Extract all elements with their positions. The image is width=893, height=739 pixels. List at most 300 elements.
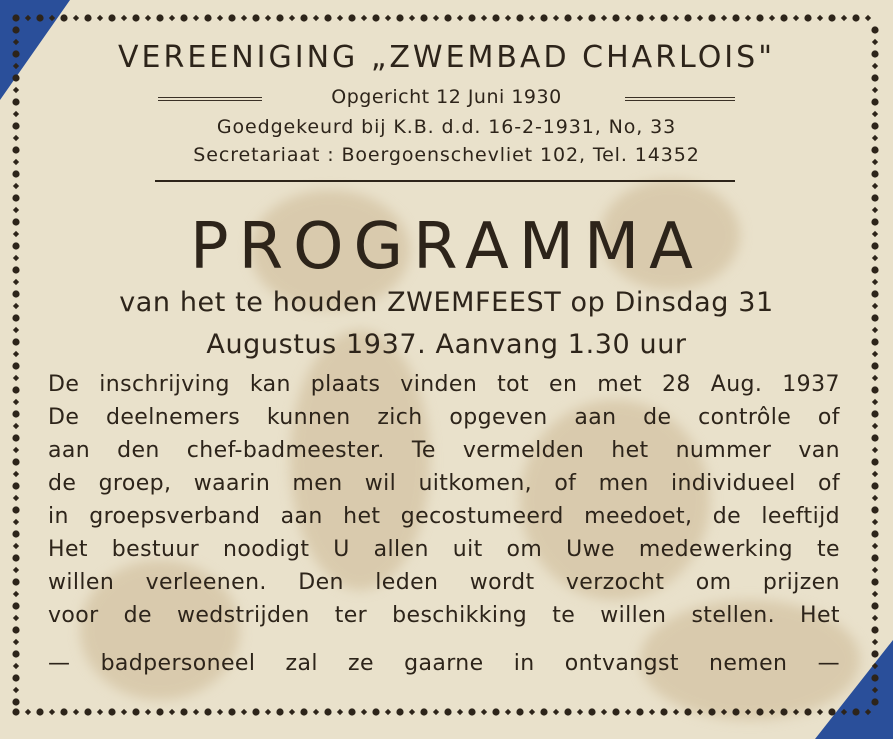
body-word: tot: [497, 372, 530, 397]
border-ornament: [588, 14, 595, 21]
border-ornament: [492, 14, 499, 21]
border-ornament: [553, 15, 559, 21]
body-word: leeftijd: [761, 504, 840, 529]
body-word: aan: [48, 438, 91, 463]
body-word: de: [48, 471, 77, 496]
border-ornament: [871, 482, 878, 489]
border-ornament: [12, 74, 19, 81]
border-ornament: [871, 410, 878, 417]
body-word: gaarne: [404, 651, 484, 676]
body-word: leden: [375, 570, 439, 595]
body-word: in: [48, 504, 69, 529]
border-ornament: [13, 495, 19, 501]
body-word: van: [798, 438, 840, 463]
border-ornament: [396, 14, 403, 21]
border-ornament: [324, 14, 331, 21]
border-ornament: [872, 615, 878, 621]
body-word: —: [48, 651, 71, 676]
body-word: willen: [48, 570, 115, 595]
border-ornament: [625, 15, 631, 21]
border-ornament: [276, 14, 283, 21]
border-ornament: [457, 15, 463, 21]
border-ornament: [481, 709, 487, 715]
body-word: om: [506, 537, 543, 562]
border-ornament: [348, 708, 355, 715]
border-ornament: [804, 14, 811, 21]
border-ornament: [13, 663, 19, 669]
body-word: opgeven: [449, 405, 548, 430]
body-line: [48, 471, 840, 496]
border-ornament: [156, 14, 163, 21]
border-ornament: [12, 530, 19, 537]
founded-line: Opgericht 12 Juni 1930: [331, 86, 562, 108]
border-ornament: [871, 362, 878, 369]
body-word: noodigt: [223, 537, 310, 562]
body-word: aan: [280, 504, 323, 529]
border-ornament: [385, 709, 391, 715]
body-word: De: [48, 372, 80, 397]
border-ornament: [49, 15, 55, 21]
border-ornament: [865, 709, 871, 715]
border-ornament: [721, 15, 727, 21]
body-word: plaats: [310, 372, 381, 397]
border-ornament: [516, 708, 523, 715]
body-word: te: [552, 603, 576, 628]
border-ornament: [289, 15, 295, 21]
border-ornament: [252, 14, 259, 21]
border-ornament: [409, 15, 415, 21]
border-ornament: [871, 602, 878, 609]
border-ornament: [872, 447, 878, 453]
border-ornament: [60, 708, 67, 715]
border-ornament: [97, 15, 103, 21]
border-ornament: [12, 482, 19, 489]
border-ornament: [300, 708, 307, 715]
border-ornament: [49, 709, 55, 715]
border-ornament: [145, 709, 151, 715]
body-word: —: [817, 651, 840, 676]
body-word: de: [123, 603, 152, 628]
body-word: ze: [348, 651, 374, 676]
border-ornament: [684, 14, 691, 21]
border-ornament: [433, 709, 439, 715]
border-ornament: [697, 709, 703, 715]
border-ornament: [625, 709, 631, 715]
body-word: zal: [285, 651, 318, 676]
border-ornament: [871, 74, 878, 81]
border-ornament: [872, 639, 878, 645]
border-ornament: [872, 423, 878, 429]
border-ornament: [420, 14, 427, 21]
border-ornament: [505, 709, 511, 715]
border-ornament: [612, 14, 619, 21]
body-word: aan: [574, 405, 617, 430]
body-word: kan: [249, 372, 291, 397]
body-line: [48, 570, 840, 595]
border-ornament: [817, 15, 823, 21]
border-ornament: [769, 15, 775, 21]
border-ornament: [385, 15, 391, 21]
body-word: deelnemers: [106, 405, 241, 430]
page-title: PROGRAMMA: [190, 210, 703, 284]
border-ornament: [780, 14, 787, 21]
border-ornament: [481, 15, 487, 21]
border-ornament: [872, 375, 878, 381]
border-ornament: [673, 709, 679, 715]
border-ornament: [828, 14, 835, 21]
body-word: verzocht: [565, 570, 665, 595]
border-ornament: [540, 14, 547, 21]
border-ornament: [132, 708, 139, 715]
body-word: wordt: [469, 570, 535, 595]
border-ornament: [12, 650, 19, 657]
body-word: meedoet,: [584, 504, 693, 529]
border-ornament: [756, 14, 763, 21]
border-ornament: [300, 14, 307, 21]
body-line: [48, 504, 840, 529]
border-ornament: [36, 708, 43, 715]
border-ornament: [252, 708, 259, 715]
border-ornament: [84, 708, 91, 715]
border-ornament: [228, 14, 235, 21]
body-word: of: [817, 405, 840, 430]
border-ornament: [217, 709, 223, 715]
border-ornament: [132, 14, 139, 21]
border-ornament: [871, 698, 878, 705]
border-ornament: [217, 15, 223, 21]
border-ornament: [649, 15, 655, 21]
body-word: wedstrijden: [176, 603, 310, 628]
border-ornament: [697, 15, 703, 21]
body-word: 1937: [782, 372, 840, 397]
body-word: voor: [48, 603, 99, 628]
body-word: de: [712, 504, 742, 529]
body-word: gecostumeerd: [400, 504, 564, 529]
subtitle-line-2: Augustus 1937. Aanvang 1.30 uur: [206, 329, 687, 360]
border-ornament: [780, 708, 787, 715]
border-ornament: [12, 458, 19, 465]
border-ornament: [361, 709, 367, 715]
border-ornament: [228, 708, 235, 715]
border-ornament: [12, 602, 19, 609]
body-word: den: [117, 438, 160, 463]
border-ornament: [708, 708, 715, 715]
border-ornament: [12, 386, 19, 393]
border-ornament: [121, 709, 127, 715]
border-ornament: [12, 410, 19, 417]
border-ornament: [12, 708, 19, 715]
border-ornament: [588, 708, 595, 715]
border-ornament: [872, 567, 878, 573]
border-ornament: [108, 14, 115, 21]
border-ornament: [13, 471, 19, 477]
border-ornament: [241, 15, 247, 21]
border-ornament: [871, 26, 878, 33]
border-ornament: [444, 708, 451, 715]
border-ornament: [180, 14, 187, 21]
body-word: U: [333, 537, 350, 562]
border-ornament: [516, 14, 523, 21]
approved-line: Goedgekeurd bij K.B. d.d. 16-2-1931, No, 33: [216, 116, 677, 138]
border-ornament: [13, 639, 19, 645]
border-ornament: [313, 709, 319, 715]
border-ornament: [13, 687, 19, 693]
border-ornament: [265, 15, 271, 21]
border-ornament: [468, 708, 475, 715]
border-ornament: [13, 375, 19, 381]
secretariat-line: Secretariaat : Boergoenschevliet 102, Tel. 14352: [193, 144, 700, 166]
border-ornament: [409, 709, 415, 715]
body-word: nemen: [709, 651, 788, 676]
border-ornament: [872, 543, 878, 549]
border-ornament: [372, 708, 379, 715]
body-line: [48, 372, 840, 397]
body-word: vinden: [400, 372, 478, 397]
body-word: contrôle: [698, 405, 792, 430]
border-ornament: [872, 519, 878, 525]
border-ornament: [841, 15, 847, 21]
body-line: [48, 438, 840, 463]
body-word: medewerking: [638, 537, 794, 562]
border-ornament: [12, 626, 19, 633]
border-ornament: [871, 434, 878, 441]
border-ornament: [12, 362, 19, 369]
border-ornament: [25, 15, 31, 21]
body-word: Aug.: [710, 372, 763, 397]
border-ornament: [36, 14, 43, 21]
border-ornament: [204, 708, 211, 715]
body-word: zich: [377, 405, 423, 430]
border-ornament: [193, 709, 199, 715]
body-line: [48, 603, 840, 628]
body-word: met: [597, 372, 643, 397]
border-ornament: [12, 674, 19, 681]
border-ornament: [577, 709, 583, 715]
border-ornament: [636, 14, 643, 21]
border-ornament: [444, 14, 451, 21]
border-ornament: [793, 15, 799, 21]
border-ornament: [25, 709, 31, 715]
border-ornament: [871, 506, 878, 513]
body-word: het: [343, 504, 381, 529]
body-word: kunnen: [266, 405, 351, 430]
border-ornament: [13, 543, 19, 549]
border-ornament: [265, 709, 271, 715]
body-word: 28: [662, 372, 691, 397]
body-word: allen: [373, 537, 429, 562]
border-ornament: [324, 708, 331, 715]
body-word: te: [816, 537, 840, 562]
border-ornament: [457, 709, 463, 715]
border-ornament: [865, 15, 871, 21]
border-ornament: [337, 709, 343, 715]
border-ornament: [313, 15, 319, 21]
border-ornament: [817, 709, 823, 715]
border-ornament: [553, 709, 559, 715]
border-ornament: [13, 519, 19, 525]
border-ornament: [732, 14, 739, 21]
border-ornament: [872, 183, 878, 189]
border-ornament: [289, 709, 295, 715]
border-ornament: [60, 14, 67, 21]
body-word: verleenen.: [145, 570, 267, 595]
border-ornament: [276, 708, 283, 715]
body-word: Te: [411, 438, 436, 463]
body-word: willen: [600, 603, 667, 628]
body-word: inschrijving: [99, 372, 230, 397]
border-ornament: [13, 447, 19, 453]
border-ornament: [612, 708, 619, 715]
border-ornament: [204, 14, 211, 21]
society-name: VEREENIGING „ZWEMBAD CHARLOIS": [118, 40, 775, 75]
border-ornament: [871, 578, 878, 585]
border-ornament: [12, 26, 19, 33]
border-ornament: [13, 423, 19, 429]
body-word: nummer: [675, 438, 772, 463]
border-ornament: [13, 591, 19, 597]
border-ornament: [871, 386, 878, 393]
border-ornament: [372, 14, 379, 21]
body-line: [48, 651, 840, 676]
body-word: vermelden: [462, 438, 585, 463]
border-ornament: [721, 709, 727, 715]
border-ornament: [73, 709, 79, 715]
body-word: ontvangst: [564, 651, 679, 676]
body-word: men: [292, 471, 343, 496]
border-ornament: [468, 14, 475, 21]
border-ornament: [396, 708, 403, 715]
border-ornament: [193, 15, 199, 21]
border-ornament: [505, 15, 511, 21]
body-word: in: [513, 651, 535, 676]
border-ornament: [492, 708, 499, 715]
border-ornament: [433, 15, 439, 21]
border-ornament: [841, 709, 847, 715]
border-ornament: [12, 506, 19, 513]
border-ornament: [169, 709, 175, 715]
border-ornament: [529, 15, 535, 21]
header-divider: [155, 180, 735, 182]
subtitle-line-1: van het te houden ZWEMFEEST op Dinsdag 31: [119, 287, 774, 318]
body-word: individueel: [670, 471, 796, 496]
border-ornament: [601, 15, 607, 21]
body-word: Het: [800, 603, 840, 628]
body-word: ter: [334, 603, 368, 628]
border-ornament: [180, 708, 187, 715]
border-ornament: [872, 495, 878, 501]
border-ornament: [636, 708, 643, 715]
border-ornament: [769, 709, 775, 715]
border-ornament: [241, 709, 247, 715]
border-ornament: [793, 709, 799, 715]
body-word: om: [695, 570, 732, 595]
border-ornament: [12, 698, 19, 705]
body-word: waarin: [193, 471, 271, 496]
body-word: of: [817, 471, 840, 496]
border-ornament: [84, 14, 91, 21]
border-ornament: [852, 14, 859, 21]
border-ornament: [871, 674, 878, 681]
body-word: badpersoneel: [100, 651, 256, 676]
body-word: de: [643, 405, 672, 430]
border-ornament: [871, 458, 878, 465]
border-ornament: [121, 15, 127, 21]
border-ornament: [13, 183, 19, 189]
border-ornament: [852, 708, 859, 715]
border-ornament: [828, 708, 835, 715]
border-ornament: [12, 170, 19, 177]
border-ornament: [13, 567, 19, 573]
border-ornament: [540, 708, 547, 715]
border-ornament: [745, 15, 751, 21]
border-ornament: [145, 15, 151, 21]
body-word: uitkomen,: [418, 471, 533, 496]
border-ornament: [529, 709, 535, 715]
body-word: Den: [298, 570, 344, 595]
border-ornament: [872, 591, 878, 597]
border-ornament: [361, 15, 367, 21]
border-ornament: [871, 626, 878, 633]
body-word: men: [598, 471, 649, 496]
body-word: chef-badmeester.: [186, 438, 385, 463]
border-ornament: [649, 709, 655, 715]
body-word: De: [48, 405, 80, 430]
body-word: het: [611, 438, 649, 463]
border-ornament: [13, 615, 19, 621]
border-ornament: [564, 14, 571, 21]
body-word: beschikking: [392, 603, 528, 628]
border-ornament: [871, 650, 878, 657]
body-word: groepsverband: [89, 504, 261, 529]
border-ornament: [97, 709, 103, 715]
border-ornament: [708, 14, 715, 21]
body-word: Uwe: [566, 537, 615, 562]
body-word: groep,: [98, 471, 172, 496]
border-ornament: [660, 708, 667, 715]
border-ornament: [872, 471, 878, 477]
body-line: [48, 405, 840, 430]
body-word: en: [549, 372, 578, 397]
border-ornament: [12, 578, 19, 585]
border-ornament: [804, 708, 811, 715]
border-ornament: [420, 708, 427, 715]
body-word: bestuur: [111, 537, 200, 562]
border-ornament: [871, 554, 878, 561]
border-ornament: [348, 14, 355, 21]
border-ornament: [564, 708, 571, 715]
border-ornament: [660, 14, 667, 21]
border-ornament: [756, 708, 763, 715]
border-ornament: [577, 15, 583, 21]
border-ornament: [108, 708, 115, 715]
border-ornament: [156, 708, 163, 715]
body-word: of: [554, 471, 577, 496]
body-word: wil: [364, 471, 397, 496]
border-ornament: [871, 170, 878, 177]
border-ornament: [871, 194, 878, 201]
body-word: prijzen: [762, 570, 840, 595]
border-ornament: [673, 15, 679, 21]
border-ornament: [732, 708, 739, 715]
body-word: uit: [452, 537, 483, 562]
border-ornament: [337, 15, 343, 21]
border-ornament: [169, 15, 175, 21]
body-word: Het: [48, 537, 88, 562]
body-line: [48, 537, 840, 562]
border-ornament: [601, 709, 607, 715]
border-ornament: [12, 434, 19, 441]
border-ornament: [12, 554, 19, 561]
